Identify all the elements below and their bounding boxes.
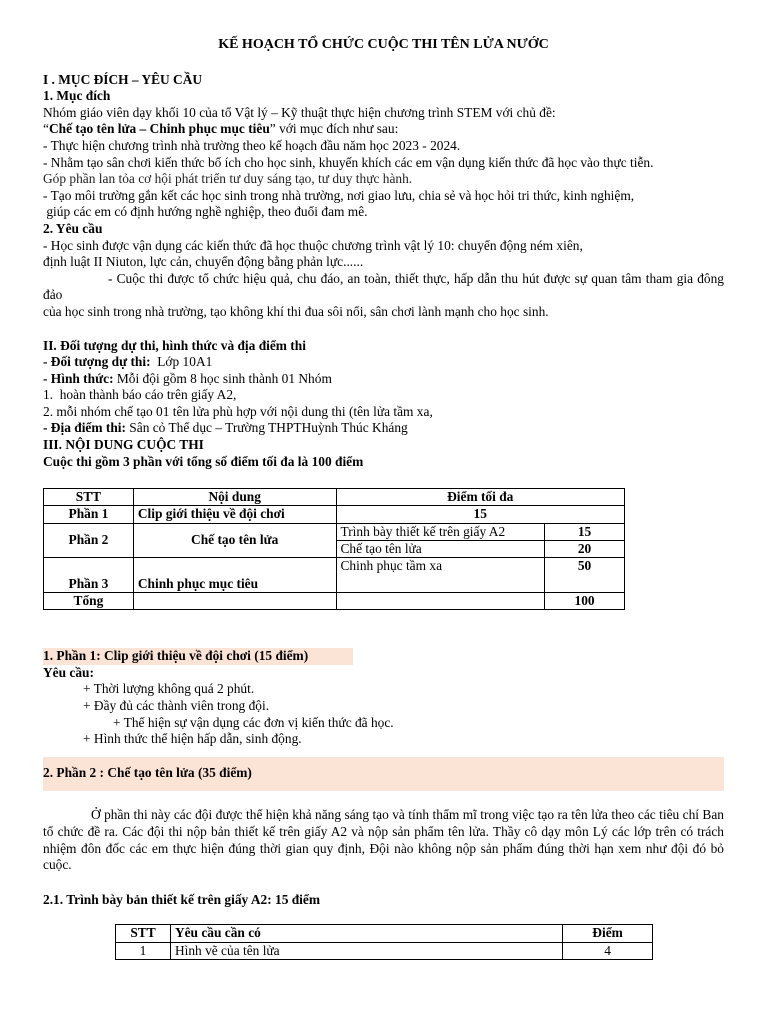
venue-line: - Địa điểm thi: Sân cỏ Thể dục – Trường THPTHuỳnh Thúc Kháng xyxy=(43,420,408,436)
paragraph: - Học sinh được vận dụng các kiến thức đã học thuộc chương trình vật lý 10: chuyển động ném xiên, xyxy=(43,237,583,253)
paragraph: định luật II Niuton, lực cản, chuyển động bằng phản lực...... xyxy=(43,254,364,270)
table-row: Phần 1 Clip giới thiệu về đội chơi 15 xyxy=(44,506,625,523)
header-max-score: Điểm tối đa xyxy=(336,489,625,506)
table-row: 1 Hình vẽ của tên lửa 4 xyxy=(116,942,653,959)
scoring-table xyxy=(43,488,625,610)
document-page xyxy=(43,0,724,960)
table-header-row xyxy=(44,489,625,506)
document-title: KẾ HOẠCH TỔ CHỨC CUỘC THI TÊN LỬA NƯỚC xyxy=(218,37,549,52)
part-2-paragraph: Ở phần thi này các đội được thể hiện khả năng sáng tạo và tính thẩm mĩ trong việc tạo ra tên lửa theo các tiêu chí Ban tổ chức đề ra. Các đội thi nộp bản thiết kế trên giấy A2 và nộp sản phẩm tên lửa. Thầy cô dạy môn Lý các lớp trên có trách nhiệm đôn đốc các em thực hiện đúng thời gian quy định, Đội nào không nộp sản phẩm đúng thời hạn xem như đội đó bỏ cuộc. xyxy=(43,807,724,873)
paragraph: Nhóm giáo viên dạy khối 10 của tổ Vật lý – Kỹ thuật thực hiện chương trình STEM với chủ đề: xyxy=(43,104,556,120)
list-item: + Thể hiện sự vận dụng các đơn vị kiến thức đã học. xyxy=(113,714,394,730)
subsection-2-1-heading: 2.1. Trình bày bản thiết kế trên giấy A2: 15 điểm xyxy=(43,891,321,907)
part-1-heading: 1. Phần 1: Clip giới thiệu về đội chơi (15 điểm) xyxy=(43,648,353,665)
list-item: + Hình thức thể hiện hấp dẫn, sinh động. xyxy=(83,731,302,747)
participants-line: - Đối tượng dự thi: Lớp 10A1 xyxy=(43,354,213,370)
section-3-subheading: Cuộc thi gồm 3 phần với tổng số điểm tối đa là 100 điểm xyxy=(43,453,364,469)
paragraph: - Cuộc thi được tổ chức hiệu quả, chu đáo, an toàn, thiết thực, hấp dẫn thu hút được sự quan tâm tham gia đông đảo xyxy=(43,270,724,303)
subsection-requirements-heading: 2. Yêu cầu xyxy=(43,220,103,236)
paragraph: của học sinh trong nhà trường, tạo không khí thi đua sôi nổi, sân chơi lành mạnh cho học sinh. xyxy=(43,303,549,319)
paragraph: - Thực hiện chương trình nhà trường theo kế hoạch đầu năm học 2023 - 2024. xyxy=(43,137,461,153)
paragraph: giúp các em có định hướng nghề nghiệp, theo đuổi đam mê. xyxy=(43,204,368,220)
part-2-heading: 2. Phần 2 : Chế tạo tên lửa (35 điểm) xyxy=(43,757,724,792)
section-2-heading: II. Đối tượng dự thi, hình thức và địa điểm thi xyxy=(43,337,306,353)
paragraph: - Nhằm tạo sân chơi kiến thức bổ ích cho học sinh, khuyến khích các em vận dụng kiến thức đã học vào thực tiễn. xyxy=(43,154,654,170)
table-row: Chế tạo tên lửa 20 xyxy=(44,540,625,557)
requirements-label: Yêu cầu: xyxy=(43,664,94,680)
table-header-row: STT Yêu cầu cần có Điểm xyxy=(116,925,653,942)
subsection-purpose-heading: 1. Mục đích xyxy=(43,88,111,104)
section-1-heading: I . MỤC ĐÍCH – YÊU CẦU xyxy=(43,71,203,87)
list-item: + Thời lượng không quá 2 phút. xyxy=(83,681,255,697)
list-item: + Đầy đủ các thành viên trong đội. xyxy=(83,698,270,714)
list-item: 2. mỗi nhóm chế tạo 01 tên lửa phù hợp với nội dung thi (tên lửa tầm xa, xyxy=(43,403,433,419)
table-row: Phần 3 Chinh phục mục tiêu Chinh phục tầm xa 50 xyxy=(44,558,625,593)
paragraph-theme: “Chế tạo tên lửa – Chinh phục mục tiêu” với mục đích như sau: xyxy=(43,121,399,137)
table-total-row: Tổng 100 xyxy=(44,593,625,610)
format-line: - Hình thức: Mỗi đội gồm 8 học sinh thành 01 Nhóm xyxy=(43,370,332,386)
theme-name: Chế tạo tên lửa – Chinh phục mục tiêu xyxy=(48,121,270,137)
header-content: Nội dung xyxy=(133,489,336,506)
design-criteria-table xyxy=(115,924,653,959)
paragraph: - Tạo môi trường gắn kết các học sinh trong nhà trường, nơi giao lưu, chia sẻ và học hỏi tri thức, kinh nghiệm, xyxy=(43,187,635,203)
list-item: 1. hoàn thành báo cáo trên giấy A2, xyxy=(43,387,237,403)
section-3-heading: III. NỘI DUNG CUỘC THI xyxy=(43,437,204,453)
header-stt: STT xyxy=(44,489,134,506)
paragraph: Góp phần lan tỏa cơ hội phát triển tư duy sáng tạo, tư duy thực hành. xyxy=(43,171,413,187)
table-row: Phần 2 Chế tạo tên lửa Trình bày thiết kế trên giấy A2 15 xyxy=(44,523,625,540)
